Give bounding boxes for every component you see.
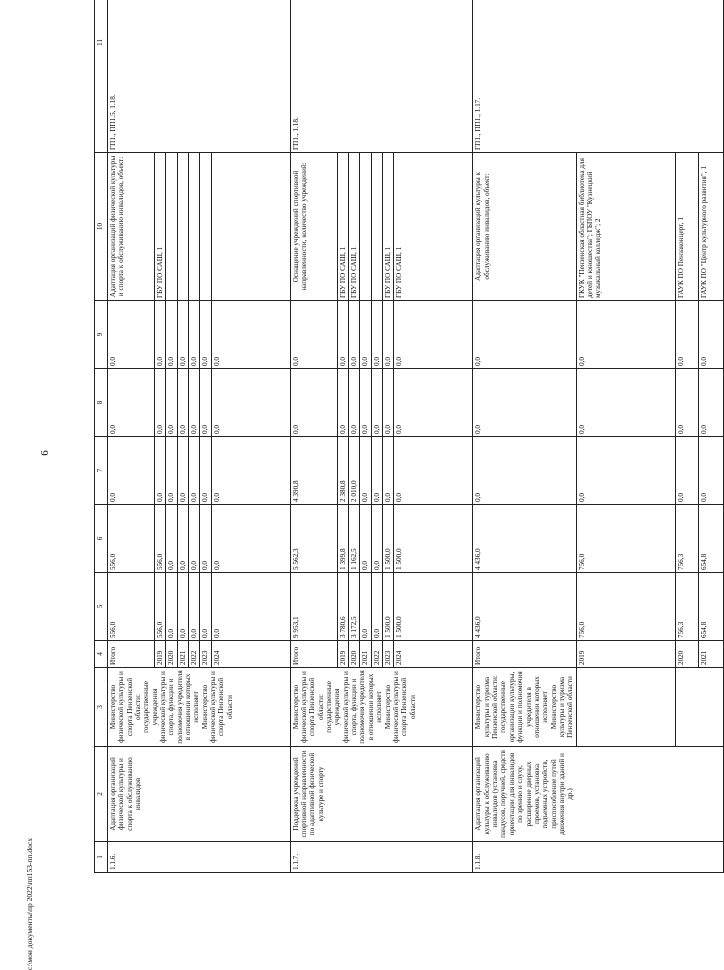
value-cell: 0,0	[349, 369, 360, 437]
value-cell: 0,0	[166, 369, 177, 437]
value-cell: 0,0	[211, 573, 290, 641]
indicator-cell: ГБУ ПО САШ, 1	[155, 153, 166, 301]
year-cell: 2024	[394, 641, 473, 668]
indicator-cell: ГБУ ПО САШ, 1	[349, 153, 360, 301]
section-title: Поддержка учреждений спортивной направленности по адаптивной физической культуре и спорту	[290, 747, 473, 842]
value-cell: 0,0	[360, 573, 371, 641]
value-cell: 756,3	[675, 505, 698, 573]
value-cell: 0,0	[166, 301, 177, 369]
value-cell: 756,0	[576, 505, 675, 573]
value-cell: 0,0	[177, 301, 188, 369]
value-cell: 9 953,1	[290, 573, 337, 641]
indicator-cell	[371, 153, 382, 301]
value-cell: 2 380,8	[337, 437, 348, 505]
value-cell: 0,0	[371, 301, 382, 369]
value-cell: 0,0	[698, 369, 723, 437]
value-cell: 0,0	[675, 369, 698, 437]
section-number: 1.1.8.	[473, 842, 723, 873]
program-ref: ГП1., 1.18.	[290, 0, 473, 153]
value-cell: 4 436,0	[473, 573, 576, 641]
total-label: Итого	[473, 641, 576, 668]
value-cell: 756,3	[675, 573, 698, 641]
value-cell: 0,0	[177, 437, 188, 505]
table-row	[473, 0, 576, 873]
value-cell: 1 500,0	[383, 505, 394, 573]
year-cell: 2021	[360, 641, 371, 668]
value-cell: 756,0	[576, 573, 675, 641]
year-cell: 2021	[177, 641, 188, 668]
value-cell: 1 500,0	[394, 573, 473, 641]
value-cell: 0,0	[155, 369, 166, 437]
header-cell: 6	[95, 505, 108, 573]
year-cell: 2020	[349, 641, 360, 668]
indicator-cell: ГБУ ПО САШ, 1	[394, 153, 473, 301]
year-cell: 2023	[200, 641, 211, 668]
value-cell: 0,0	[189, 369, 200, 437]
indicator-cell: ГАУК ПО "Центр культурного развития", 1	[698, 153, 723, 301]
indicator-cell: ГКУК "Пензенская областная библиотека для детей и юношества"; ГБПОУ "Кузнецкий музыкальный колледж"; 2	[576, 153, 675, 301]
value-cell: 0,0	[108, 301, 155, 369]
value-cell: 0,0	[108, 369, 155, 437]
header-row	[95, 0, 108, 873]
year-cell: 2024	[211, 641, 290, 668]
value-cell: 0,0	[360, 505, 371, 573]
year-cell: 2019	[155, 641, 166, 668]
page-number: 6	[39, 450, 51, 456]
value-cell: 0,0	[211, 369, 290, 437]
indicator-cell: ГБУ ПО САШ, 1	[337, 153, 348, 301]
value-cell: 0,0	[360, 437, 371, 505]
value-cell: 0,0	[394, 437, 473, 505]
section-executor: Министерство физической культуры и спорта Пензенской области: государственные учреждения физической культуры и спорта, функции и полномочия учредителя в отношении которых исполняет Министерство физической культуры и спорта Пензенской области	[108, 668, 291, 747]
year-cell: 2019	[576, 641, 675, 668]
year-cell: 2022	[371, 641, 382, 668]
year-cell: 2023	[383, 641, 394, 668]
value-cell: 0,0	[371, 437, 382, 505]
value-cell: 0,0	[200, 573, 211, 641]
value-cell: 0,0	[166, 573, 177, 641]
section-executor-cont	[675, 668, 723, 747]
value-cell: 556,0	[108, 573, 155, 641]
indicator-cell	[189, 153, 200, 301]
header-cell: 5	[95, 573, 108, 641]
indicator-cell: ГАУК ПО Пензаконцерт, 1	[675, 153, 698, 301]
year-cell: 2020	[675, 641, 698, 668]
value-cell: 4 390,8	[290, 437, 337, 505]
value-cell: 0,0	[189, 301, 200, 369]
value-cell: 0,0	[383, 437, 394, 505]
section-executor-2019	[576, 668, 675, 747]
value-cell: 0,0	[360, 369, 371, 437]
value-cell: 0,0	[473, 369, 576, 437]
value-cell: 0,0	[177, 505, 188, 573]
value-cell: 2 010,0	[349, 437, 360, 505]
section-number: 1.1.6.	[108, 842, 291, 873]
header-cell: 7	[95, 437, 108, 505]
value-cell: 5 562,3	[290, 505, 337, 573]
value-cell: 0,0	[166, 505, 177, 573]
header-cell: 9	[95, 301, 108, 369]
section-executor: Министерство физической культуры и спорта Пензенской области: государственные учреждения физической культуры и спорта, функции и полномочия учредителя в отношении которых исполняет Министерство физической культуры и спорта Пензенской области	[290, 668, 473, 747]
year-cell: 2022	[189, 641, 200, 668]
value-cell: 3 780,6	[337, 573, 348, 641]
program-table	[94, 0, 724, 873]
section-number: 1.1.7.	[290, 842, 473, 873]
value-cell: 0,0	[211, 505, 290, 573]
value-cell: 0,0	[576, 437, 675, 505]
indicator-cell	[177, 153, 188, 301]
value-cell: 0,0	[698, 301, 723, 369]
value-cell: 0,0	[337, 301, 348, 369]
value-cell: 0,0	[371, 369, 382, 437]
header-cell: 4	[95, 641, 108, 668]
value-cell: 654,8	[698, 573, 723, 641]
value-cell: 1 500,0	[394, 505, 473, 573]
value-cell: 0,0	[177, 369, 188, 437]
value-cell: 0,0	[371, 505, 382, 573]
footer-file-path: c:\мои документы\пр 2022\пп153-пп.docx	[25, 838, 34, 970]
value-cell: 0,0	[200, 301, 211, 369]
rotated-page-area	[94, 33, 708, 873]
value-cell: 0,0	[200, 437, 211, 505]
table-row	[290, 0, 337, 873]
value-cell: 0,0	[473, 301, 576, 369]
value-cell: 556,0	[155, 573, 166, 641]
header-cell: 8	[95, 369, 108, 437]
value-cell: 0,0	[371, 573, 382, 641]
indicator-cell: ГБУ ПО САШ, 1	[383, 153, 394, 301]
value-cell: 0,0	[576, 301, 675, 369]
value-cell: 0,0	[394, 301, 473, 369]
indicator-title: Адаптация организаций физической культуры и спорта к обслуживанию инвалидов, объект:	[108, 153, 155, 301]
value-cell: 0,0	[200, 505, 211, 573]
value-cell: 556,0	[155, 505, 166, 573]
value-cell: 0,0	[200, 369, 211, 437]
value-cell: 0,0	[576, 369, 675, 437]
table-row	[108, 0, 155, 873]
program-ref: ГП1., ПП1.5, 1.18.	[108, 0, 291, 153]
value-cell: 0,0	[360, 301, 371, 369]
value-cell: 0,0	[155, 301, 166, 369]
value-cell: 0,0	[211, 301, 290, 369]
value-cell: 0,0	[166, 437, 177, 505]
value-cell: 0,0	[177, 573, 188, 641]
header-cell: 3	[95, 668, 108, 747]
indicator-title: Адаптация организаций культуры к обслуживанию инвалидов, объект:	[473, 153, 576, 301]
section-executor: Министерство культуры и туризма Пензенской области: государственные организации культуры, функции и полномочия учредителя в отношении которых исполняет Министерство культуры и туризма Пензенской области	[473, 668, 576, 747]
value-cell: 0,0	[189, 437, 200, 505]
value-cell: 0,0	[675, 301, 698, 369]
value-cell: 1 399,8	[337, 505, 348, 573]
value-cell: 0,0	[290, 369, 337, 437]
value-cell: 0,0	[698, 437, 723, 505]
value-cell: 0,0	[211, 437, 290, 505]
rotated-content	[94, 33, 708, 873]
value-cell: 0,0	[383, 301, 394, 369]
value-cell: 0,0	[675, 437, 698, 505]
year-cell: 2019	[337, 641, 348, 668]
header-cell: 2	[95, 747, 108, 842]
header-cell: 1	[95, 842, 108, 873]
year-cell: 2020	[166, 641, 177, 668]
value-cell: 1 162,5	[349, 505, 360, 573]
section-title: Адаптация организаций культуры к обслуживанию инвалидов (установка пандусов, поручней, средств ориентации для инвалидов по зрению и слуху, расширение дверных проемов, установка подъемных устройств, приспособление путей движения внутри зданий и др.)	[473, 747, 723, 842]
value-cell: 4 436,0	[473, 505, 576, 573]
value-cell: 0,0	[290, 301, 337, 369]
value-cell: 0,0	[155, 437, 166, 505]
indicator-cell	[200, 153, 211, 301]
header-cell: 10	[95, 153, 108, 301]
value-cell: 0,0	[189, 505, 200, 573]
value-cell: 1 500,0	[383, 573, 394, 641]
value-cell: 3 172,5	[349, 573, 360, 641]
value-cell: 0,0	[337, 369, 348, 437]
total-label: Итого	[108, 641, 155, 668]
value-cell: 0,0	[108, 437, 155, 505]
year-cell: 2021	[698, 641, 723, 668]
header-cell: 11	[95, 0, 108, 153]
value-cell: 0,0	[383, 369, 394, 437]
indicator-cell	[360, 153, 371, 301]
indicator-title: Оснащение учреждений спортивной направленности, количество учреждений:	[290, 153, 337, 301]
value-cell: 0,0	[189, 573, 200, 641]
value-cell: 556,0	[108, 505, 155, 573]
value-cell: 0,0	[394, 369, 473, 437]
program-ref: ГП1., ПП1., 1.17.	[473, 0, 723, 153]
total-label: Итого	[290, 641, 337, 668]
section-title: Адаптация организаций физической культуры и спорта к обслуживанию инвалидов	[108, 747, 291, 842]
indicator-cell	[166, 153, 177, 301]
value-cell: 0,0	[473, 437, 576, 505]
indicator-cell	[211, 153, 290, 301]
value-cell: 654,8	[698, 505, 723, 573]
value-cell: 0,0	[349, 301, 360, 369]
